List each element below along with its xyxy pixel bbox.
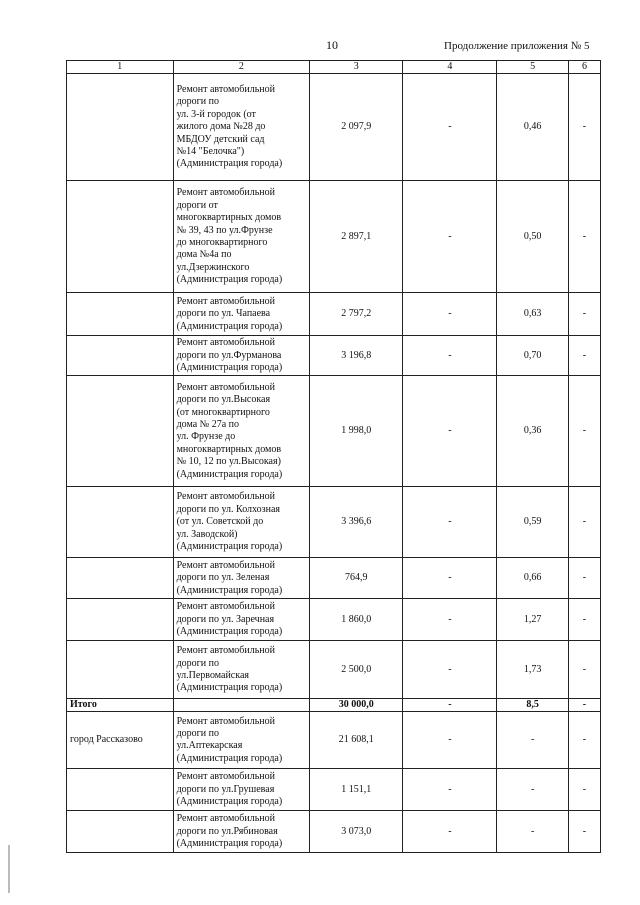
table-row: [67, 558, 601, 599]
column-5-cell: 0,46: [497, 74, 568, 181]
work-description-cell: [173, 376, 310, 487]
column-4-cell: -: [403, 293, 497, 336]
column-4-cell: -: [403, 599, 497, 641]
description-line: дороги по ул.Фурманова: [176, 349, 282, 361]
total-row: [67, 699, 601, 712]
table-row: [67, 293, 601, 336]
column-header: 6: [568, 61, 600, 74]
column-4-cell: -: [403, 181, 497, 293]
work-description-cell: [173, 641, 310, 699]
total-label: Итого: [67, 699, 174, 712]
region-cell: [67, 74, 174, 181]
work-description-cell: [173, 293, 310, 336]
description-line: (Администрация города): [176, 468, 283, 480]
work-description-cell: [173, 712, 310, 769]
amount-cell: 2 897,1: [310, 181, 403, 293]
amount-cell: 2 797,2: [310, 293, 403, 336]
column-4-cell: -: [403, 487, 497, 558]
budget-table: [66, 60, 601, 853]
description-line: Ремонт автомобильной: [176, 813, 275, 825]
region-cell: город Рассказово: [67, 712, 174, 769]
table-row: [67, 487, 601, 558]
page-number: 10: [326, 38, 338, 52]
table-row: [67, 769, 601, 811]
description-line: ул. 3-й городок (от: [176, 108, 256, 120]
description-line: Ремонт автомобильной: [176, 491, 275, 503]
amount-cell: 21 608,1: [310, 712, 403, 769]
column-5-cell: -: [497, 712, 568, 769]
description-line: ул. Заводской): [176, 528, 238, 540]
region-cell: [67, 558, 174, 599]
description-line: до многоквартирного: [176, 236, 268, 248]
table-row: [67, 811, 601, 853]
column-6-cell: -: [568, 293, 600, 336]
column-header: 3: [310, 61, 403, 74]
column-number-row: [67, 61, 601, 74]
region-cell: [67, 293, 174, 336]
scan-margin-mark: [8, 845, 10, 893]
column-6-cell: -: [568, 558, 600, 599]
description-line: №14 "Белочка"): [176, 146, 245, 158]
column-5-cell: 0,66: [497, 558, 568, 599]
description-line: дороги по ул. Чапаева: [176, 308, 271, 320]
column-4-cell: -: [403, 811, 497, 853]
amount-cell: 3 196,8: [310, 336, 403, 376]
work-description-cell: [173, 336, 310, 376]
column-6-cell: -: [568, 811, 600, 853]
column-4-cell: -: [403, 712, 497, 769]
column-4-cell: -: [403, 558, 497, 599]
column-6-cell: -: [568, 74, 600, 181]
column-header: 1: [67, 61, 174, 74]
description-line: Ремонт автомобильной: [176, 645, 275, 657]
column-6-cell: -: [568, 336, 600, 376]
column-5-cell: 0,63: [497, 293, 568, 336]
description-line: (Администрация города): [176, 838, 283, 850]
region-cell: [67, 641, 174, 699]
description-line: МБДОУ детский сад: [176, 133, 265, 145]
table-row: [67, 641, 601, 699]
description-line: дороги от: [176, 199, 218, 211]
column-4-cell: -: [403, 74, 497, 181]
description-line: дороги по ул.Грушевая: [176, 783, 275, 795]
work-description-cell: [173, 599, 310, 641]
table-row: [67, 376, 601, 487]
total-amount: 30 000,0: [310, 699, 403, 712]
description-line: Ремонт автомобильной: [176, 381, 275, 393]
description-line: ул.Дзержинского: [176, 261, 250, 273]
description-line: (Администрация города): [176, 584, 283, 596]
table-row: [67, 336, 601, 376]
region-cell: [67, 487, 174, 558]
description-line: дороги по ул. Заречная: [176, 613, 275, 625]
amount-cell: 764,9: [310, 558, 403, 599]
work-description-cell: [173, 487, 310, 558]
column-6-cell: -: [568, 712, 600, 769]
description-line: (от многоквартирного: [176, 406, 270, 418]
column-header: 4: [403, 61, 497, 74]
column-6-cell: -: [568, 641, 600, 699]
description-line: дома № 27а по: [176, 419, 240, 430]
description-line: ул.Аптекарская: [176, 740, 243, 752]
amount-cell: 2 097,9: [310, 74, 403, 181]
amount-cell: 1 998,0: [310, 376, 403, 487]
description-line: ул.Первомайская: [176, 669, 249, 681]
description-line: (Администрация города): [176, 682, 283, 694]
total-column-5: 8,5: [497, 699, 568, 712]
column-6-cell: -: [568, 769, 600, 811]
description-line: (Администрация города): [176, 274, 283, 286]
amount-cell: 2 500,0: [310, 641, 403, 699]
work-description-cell: [173, 811, 310, 853]
column-5-cell: 0,70: [497, 336, 568, 376]
column-4-cell: -: [403, 336, 497, 376]
description-line: дороги по ул. Колхозная: [176, 503, 281, 515]
column-5-cell: 0,50: [497, 181, 568, 293]
column-6-cell: -: [568, 487, 600, 558]
description-line: дома №4а по: [176, 249, 232, 261]
column-5-cell: -: [497, 769, 568, 811]
description-line: (Администрация города): [176, 158, 283, 170]
column-header: 5: [497, 61, 568, 74]
description-line: многоквартирных домов: [176, 212, 282, 224]
amount-cell: 3 396,6: [310, 487, 403, 558]
description-line: (Администрация города): [176, 362, 283, 374]
description-line: жилого дома №28 до: [176, 121, 266, 133]
description-line: Ремонт автомобильной: [176, 601, 275, 613]
description-line: (Администрация города): [176, 752, 283, 764]
table-row: [67, 181, 601, 293]
table-row: [67, 74, 601, 181]
table-row: [67, 712, 601, 769]
column-6-cell: -: [568, 376, 600, 487]
column-4-cell: -: [403, 376, 497, 487]
column-header: 2: [173, 61, 310, 74]
work-description-cell: [173, 74, 310, 181]
description-line: № 39, 43 по ул.Фрунзе: [176, 224, 273, 236]
column-5-cell: 0,59: [497, 487, 568, 558]
description-line: ул. Фрунзе до: [176, 431, 236, 443]
work-description-cell: [173, 558, 310, 599]
region-cell: [67, 769, 174, 811]
column-5-cell: 0,36: [497, 376, 568, 487]
column-5-cell: -: [497, 811, 568, 853]
description-line: Ремонт автомобильной: [176, 83, 275, 95]
column-4-cell: -: [403, 769, 497, 811]
description-line: (от ул. Советской до: [176, 516, 264, 528]
region-cell: [67, 376, 174, 487]
description-line: Ремонт автомобильной: [176, 771, 275, 783]
work-description-cell: [173, 181, 310, 293]
description-line: (Администрация города): [176, 320, 283, 332]
column-5-cell: 1,27: [497, 599, 568, 641]
table-row: [67, 599, 601, 641]
total-column-4: -: [403, 699, 497, 712]
region-cell: [67, 599, 174, 641]
description-line: дороги по: [176, 728, 219, 739]
description-line: (Администрация города): [176, 796, 283, 808]
description-line: № 10, 12 по ул.Высокая): [176, 456, 281, 468]
region-cell: [67, 181, 174, 293]
description-line: дороги по ул.Высокая: [176, 394, 271, 406]
appendix-note: Продолжение приложения № 5: [444, 40, 590, 52]
column-6-cell: -: [568, 181, 600, 293]
work-description-cell: [173, 769, 310, 811]
description-line: Ремонт автомобильной: [176, 715, 275, 727]
description-line: дороги по: [176, 657, 219, 669]
description-line: многоквартирных домов: [176, 443, 282, 455]
column-5-cell: 1,73: [497, 641, 568, 699]
description-line: Ремонт автомобильной: [176, 337, 275, 349]
total-column-6: -: [568, 699, 600, 712]
description-line: (Администрация города): [176, 541, 283, 553]
description-line: Ремонт автомобильной: [176, 187, 275, 199]
description-line: (Администрация города): [176, 626, 283, 638]
description-line: Ремонт автомобильной: [176, 559, 275, 571]
amount-cell: 1 151,1: [310, 769, 403, 811]
description-line: дороги по ул.Рябиновая: [176, 825, 278, 837]
total-empty-cell: [173, 699, 310, 712]
description-line: дороги по: [176, 96, 219, 108]
region-cell: [67, 336, 174, 376]
column-4-cell: -: [403, 641, 497, 699]
description-line: дороги по ул. Зеленая: [176, 572, 270, 584]
amount-cell: 3 073,0: [310, 811, 403, 853]
region-cell: [67, 811, 174, 853]
description-line: Ремонт автомобильной: [176, 295, 275, 307]
amount-cell: 1 860,0: [310, 599, 403, 641]
column-6-cell: -: [568, 599, 600, 641]
